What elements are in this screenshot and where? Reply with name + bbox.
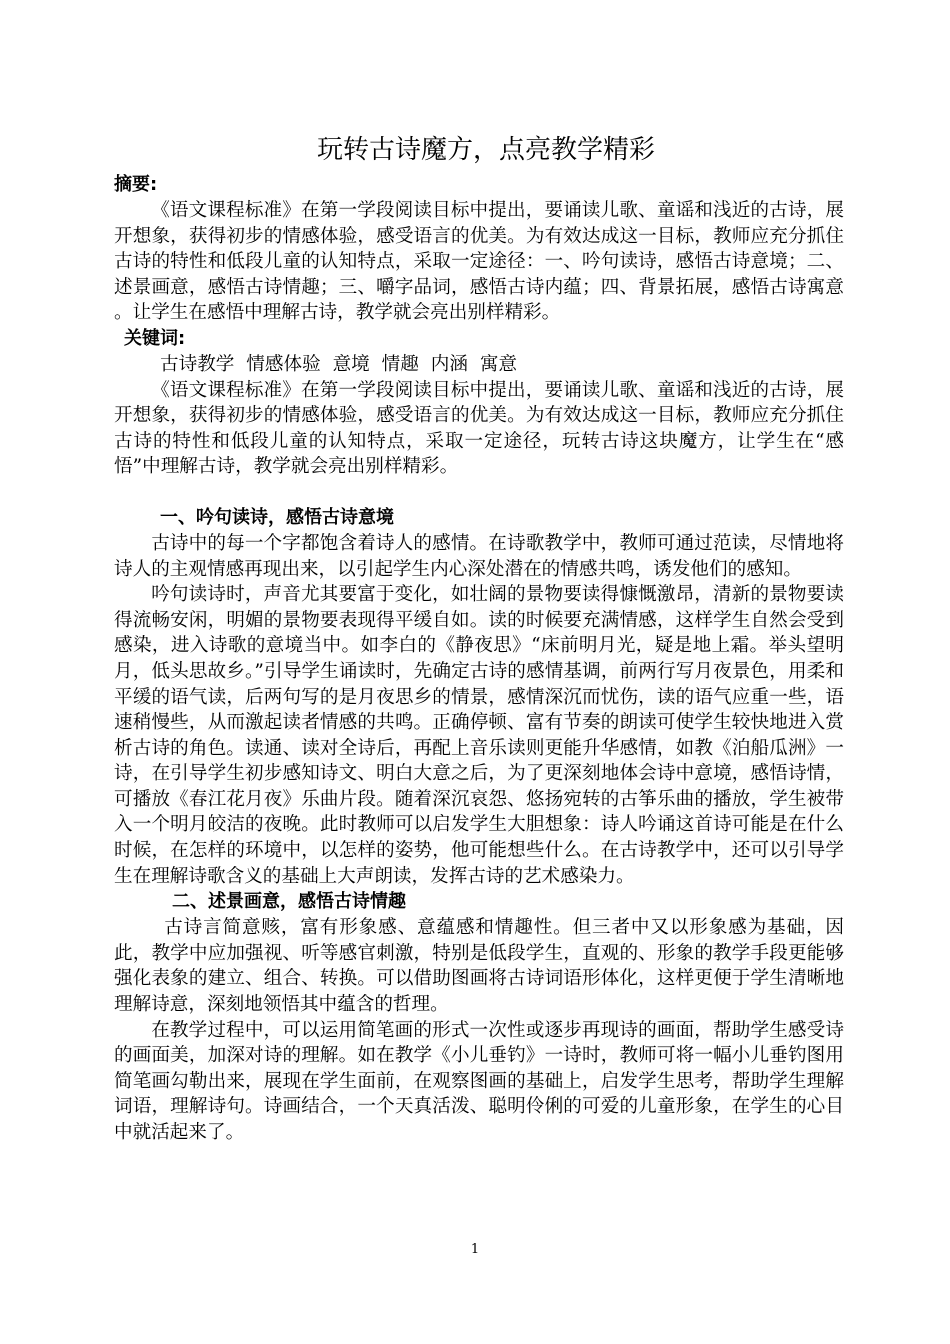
page-number: 1 — [470, 1242, 480, 1257]
keywords-text: 古诗教学 情感体验 意境 情趣 内涵 寓意 — [160, 353, 518, 375]
intro-paragraph: 《语文课程标准》在第一学段阅读目标中提出，要诵读儿歌、童谣和浅近的古诗，展开想象，获得初步的情感体验，感受语言的优美。为有效达成这一目标，教师应充分抓住古诗的特性和低段儿童的认知特点，采取一定途径，玩转古诗这块魔方，让学生在“感悟”中理解古诗，教学就会亮出别样精彩。 — [114, 379, 844, 478]
abstract-label: 摘要: — [114, 174, 158, 195]
section1-paragraph: 吟句读诗时，声音尤其要富于变化，如壮阔的景物要读得慷慨激昂，清新的景物要读得流畅安闲，明媚的景物要表现得平缓自如。读的时候要充满情感，这样学生自然会受到感染，进入诗歌的意境当中。如李白的《静夜思》“床前明月光，疑是地上霜。举头望明月，低头思故乡。”引导学生诵读时，先确定古诗的感情基调，前两行写月夜景色，用柔和平缓的语气读，后两句写的是月夜思乡的情景，感情深沉而忧伤，读的语气应重一些，语速稍慢些，从而激起读者情感的共鸣。正确停顿、富有节奏的朗读可使学生较快地进入赏析古诗的角色。读通、读对全诗后，再配上音乐读则更能升华感情，如教《泊船瓜洲》一诗，在引导学生初步感知诗文、明白大意之后，为了更深刻地体会诗中意境，感悟诗情，可播放《春江花月夜》乐曲片段。随着深沉哀怨、悠扬宛转的古筝乐曲的播放，学生被带入一个明月皎洁的夜晚。此时教师可以启发学生大胆想象：诗人吟诵这首诗可能是在什么时候，在怎样的环境中，以怎样的姿势，他可能想些什么。在古诗教学中，还可以引导学生在理解诗歌含义的基础上大声朗读，发挥古诗的艺术感染力。 — [114, 584, 844, 887]
section1-paragraph: 古诗中的每一个字都饱含着诗人的感情。在诗歌教学中，教师可通过范读，尽情地将诗人的主观情感再现出来，以引起学生内心深处潜在的情感共鸣，诱发他们的感知。 — [114, 532, 844, 580]
section2-heading: 二、述景画意，感悟古诗情趣 — [172, 891, 406, 913]
section2-paragraph: 在教学过程中，可以运用简笔画的形式一次性或逐步再现诗的画面，帮助学生感受诗的画面美，加深对诗的理解。如在教学《小儿垂钓》一诗时，教师可将一幅小儿垂钓图用简笔画勾勒出来，展现在学生面前，在观察图画的基础上，启发学生思考，帮助学生理解词语，理解诗句。诗画结合，一个天真活泼、聪明伶俐的可爱的儿童形象，在学生的心目中就活起来了。 — [114, 1019, 844, 1143]
section-gap — [114, 480, 844, 505]
abstract-text: 《语文课程标准》在第一学段阅读目标中提出，要诵读儿歌、童谣和浅近的古诗，展开想象，获得初步的情感体验，感受语言的优美。为有效达成这一目标，教师应充分抓住古诗的特性和低段儿童的认知特点，采取一定途径：一、吟句读诗，感悟古诗意境；二、述景画意，感悟古诗情趣；三、嚼字品词，感悟古诗内蕴；四、背景拓展，感悟古诗寓意 。让学生在感悟中理解古诗，教学就会亮出别样精彩。 — [114, 200, 844, 324]
section1-heading: 一、吟句读诗，感悟古诗意境 — [160, 506, 394, 528]
document-title: 玩转古诗魔方，点亮教学精彩 — [316, 135, 655, 165]
document-page — [114, 128, 844, 1146]
section2-paragraph: 古诗言简意赅，富有形象感、意蕴感和情趣性。但三者中又以形象感为基础，因此，教学中应加强视、听等感官刺激，特别是低段学生，直观的、形象的教学手段更能够强化表象的建立、组合、转换。可以借助图画将古诗词语形体化，这样更便于学生清晰地理解诗意，深刻地领悟其中蕴含的哲理。 — [114, 917, 844, 1016]
keywords-label: 关键词: — [124, 327, 186, 349]
